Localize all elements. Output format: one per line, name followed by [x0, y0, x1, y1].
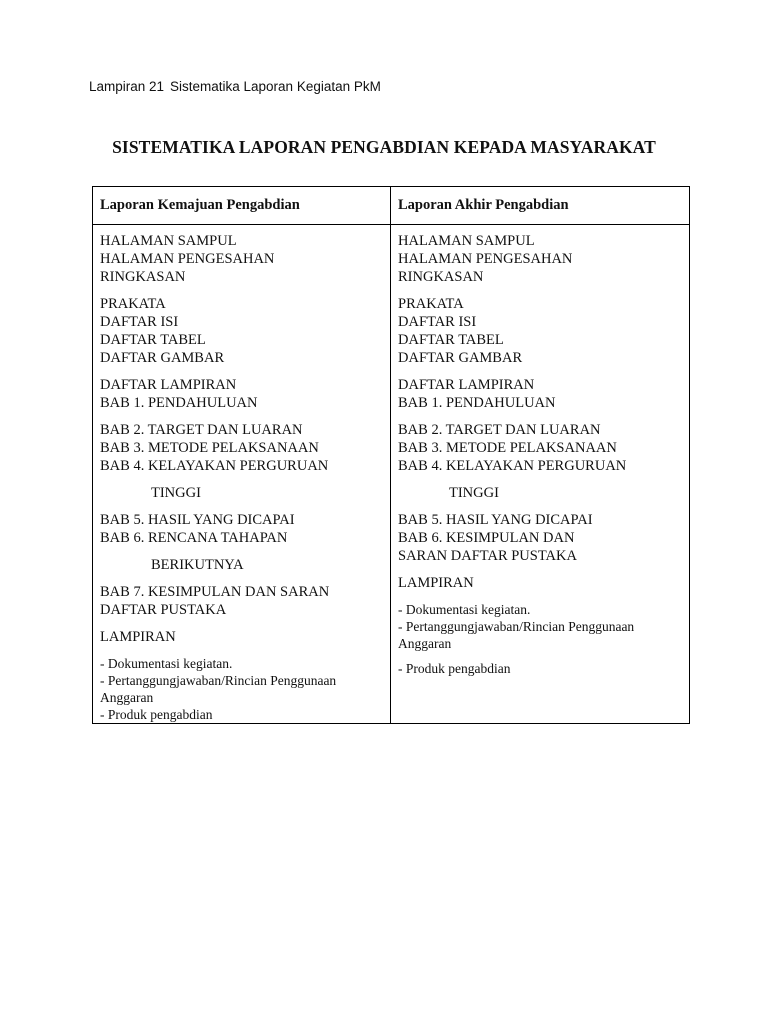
- list-item: DAFTAR LAMPIRAN: [398, 377, 535, 393]
- list-item: BAB 4. KELAYAKAN PERGURUAN: [100, 458, 329, 474]
- continuation-group: [398, 484, 683, 502]
- appendix-list-group: [100, 376, 384, 412]
- attachment-items: [398, 601, 683, 677]
- conclusion-group: [100, 583, 384, 619]
- chapters-group: [398, 421, 683, 475]
- final-report-contents: [391, 225, 690, 724]
- list-item: DAFTAR GAMBAR: [398, 350, 523, 366]
- appendix-title: Sistematika Laporan Kegiatan PkM: [170, 79, 381, 94]
- list-item: Anggaran: [398, 636, 452, 651]
- list-item: BAB 6. KESIMPULAN DAN: [398, 530, 575, 546]
- table-header-row: [93, 187, 690, 225]
- front-matter-group: [398, 232, 683, 286]
- front-matter-group: [100, 232, 384, 286]
- list-item: BAB 1. PENDAHULUAN: [398, 395, 556, 411]
- list-item: TINGGI: [449, 485, 499, 501]
- appendix-header: [89, 79, 381, 94]
- list-item: HALAMAN SAMPUL: [398, 233, 535, 249]
- list-item: BAB 2. TARGET DAN LUARAN: [398, 422, 601, 438]
- chapters-group: [100, 421, 384, 475]
- list-item: BAB 3. METODE PELAKSANAAN: [100, 440, 319, 456]
- contents-group: [100, 295, 384, 367]
- appendix-list-group: [398, 376, 683, 412]
- list-item: - Dokumentasi kegiatan.: [100, 656, 233, 671]
- list-item: BAB 1. PENDAHULUAN: [100, 395, 258, 411]
- list-item: HALAMAN PENGESAHAN: [398, 251, 573, 267]
- list-item: - Pertanggungjawaban/Rincian Penggunaan: [100, 673, 337, 688]
- list-item: DAFTAR ISI: [100, 314, 179, 330]
- list-item: PRAKATA: [398, 296, 464, 312]
- list-item: HALAMAN SAMPUL: [100, 233, 237, 249]
- list-item: DAFTAR ISI: [398, 314, 477, 330]
- list-item: LAMPIRAN: [100, 629, 176, 645]
- list-item: - Produk pengabdian: [398, 661, 511, 676]
- continuation-group: [100, 556, 384, 574]
- attachment-group: [398, 574, 683, 592]
- list-item: TINGGI: [151, 485, 201, 501]
- list-item: DAFTAR TABEL: [100, 332, 206, 348]
- list-item: RINGKASAN: [398, 269, 484, 285]
- appendix-number: Lampiran 21: [89, 79, 165, 94]
- list-item: DAFTAR TABEL: [398, 332, 504, 348]
- list-item: DAFTAR GAMBAR: [100, 350, 225, 366]
- list-item: BAB 3. METODE PELAKSANAAN: [398, 440, 617, 456]
- list-item: - Pertanggungjawaban/Rincian Penggunaan: [398, 619, 635, 634]
- systematics-table: [92, 186, 690, 724]
- list-item: BAB 5. HASIL YANG DICAPAI: [398, 512, 593, 528]
- list-item: PRAKATA: [100, 296, 166, 312]
- results-group: [100, 511, 384, 547]
- attachment-group: [100, 628, 384, 646]
- document-title: SISTEMATIKA LAPORAN PENGABDIAN KEPADA MASYARAKAT: [112, 137, 656, 157]
- list-item: - Produk pengabdian: [100, 707, 213, 722]
- list-item: Anggaran: [100, 690, 154, 705]
- list-item: BAB 2. TARGET DAN LUARAN: [100, 422, 303, 438]
- list-item: HALAMAN PENGESAHAN: [100, 251, 275, 267]
- list-item: - Dokumentasi kegiatan.: [398, 602, 531, 617]
- list-item: SARAN DAFTAR PUSTAKA: [398, 548, 577, 564]
- attachment-items: [100, 655, 384, 723]
- list-item: LAMPIRAN: [398, 575, 474, 591]
- column-header-progress-report: Laporan Kemajuan Pengabdian: [93, 187, 391, 225]
- continuation-group: [100, 484, 384, 502]
- list-item: DAFTAR LAMPIRAN: [100, 377, 237, 393]
- list-item: BAB 6. RENCANA TAHAPAN: [100, 530, 288, 546]
- results-group: [398, 511, 683, 565]
- list-item: RINGKASAN: [100, 269, 186, 285]
- list-item: BERIKUTNYA: [151, 557, 244, 573]
- table-body-row: [93, 225, 690, 724]
- list-item: BAB 4. KELAYAKAN PERGURUAN: [398, 458, 627, 474]
- column-header-final-report: Laporan Akhir Pengabdian: [391, 187, 690, 225]
- progress-report-contents: [93, 225, 391, 724]
- list-item: BAB 5. HASIL YANG DICAPAI: [100, 512, 295, 528]
- list-item: DAFTAR PUSTAKA: [100, 602, 227, 618]
- contents-group: [398, 295, 683, 367]
- list-item: BAB 7. KESIMPULAN DAN SARAN: [100, 584, 330, 600]
